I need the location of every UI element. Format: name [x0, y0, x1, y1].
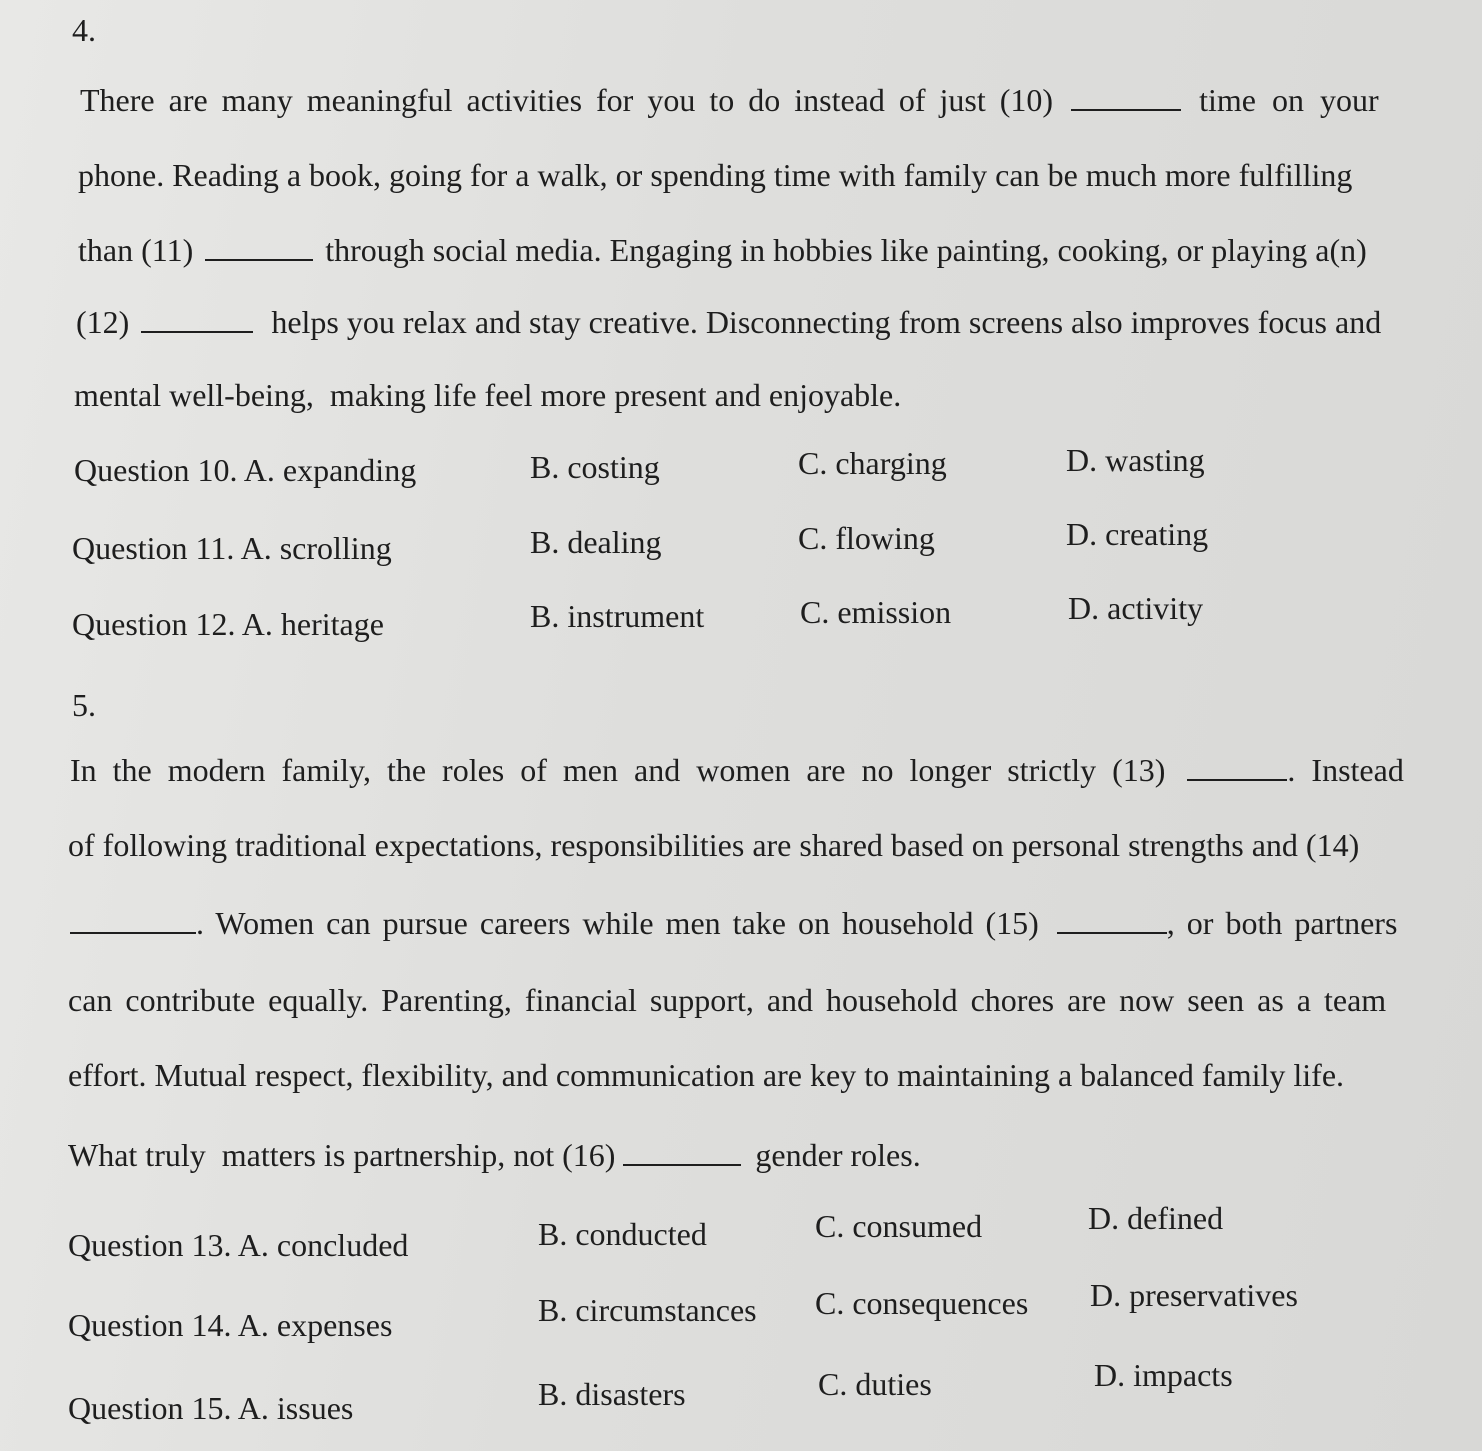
passage-text: helps you relax and stay creative. Disconnecting from screens also improves focus and [271, 304, 1382, 340]
option-b[interactable]: B. circumstances [538, 1292, 757, 1328]
passage-4-line-1 [80, 80, 1405, 120]
passage-text: time on your [1199, 82, 1379, 118]
blank-16[interactable] [623, 1142, 741, 1166]
blank-10[interactable] [1071, 87, 1181, 111]
option-c[interactable]: C. flowing [798, 520, 935, 556]
passage-4-line-4 [76, 302, 1381, 342]
question-12-label [72, 604, 384, 644]
option-a[interactable]: A. scrolling [240, 530, 392, 566]
passage-5-line-3 [70, 903, 1435, 943]
option-b[interactable]: B. instrument [530, 598, 705, 634]
option-a[interactable]: A. concluded [237, 1227, 409, 1263]
option-d[interactable]: D. impacts [1094, 1357, 1233, 1393]
question-label: Question 15. [68, 1390, 232, 1426]
question-label: Question 11. [72, 530, 235, 566]
option-b[interactable]: B. conducted [538, 1216, 707, 1252]
option-b[interactable]: B. costing [530, 449, 660, 485]
passage-text: of following traditional expectations, responsibilities are shared based on personal strengths and (14) [68, 827, 1360, 863]
option-a[interactable]: A. expanding [243, 452, 417, 488]
passage-text: than (11) [78, 232, 194, 268]
option-c[interactable]: C. consequences [815, 1285, 1029, 1321]
passage-5-line-6 [68, 1135, 921, 1175]
passage-4-line-5 [74, 375, 901, 415]
passage-text: What truly matters is partnership, not (16) [68, 1137, 616, 1173]
passage-text: can contribute equally. Parenting, financial support, and household chores are now seen as a team [68, 982, 1387, 1018]
passage-text: mental well-being, making life feel more present and enjoyable. [74, 377, 902, 413]
option-b[interactable]: B. disasters [538, 1376, 686, 1412]
section-5-number: 5. [72, 687, 96, 723]
option-c[interactable]: C. emission [800, 594, 952, 630]
passage-5-line-5 [68, 1055, 1344, 1095]
question-15-label [68, 1388, 353, 1428]
section-4-number: 4. [72, 12, 96, 48]
passage-text: . Instead [1287, 752, 1404, 788]
passage-text: In the modern family, the roles of men and women are no longer strictly (13) [70, 752, 1166, 788]
option-c[interactable]: C. charging [798, 445, 947, 481]
passage-text: , or both partners [1166, 905, 1398, 941]
passage-text: gender roles. [755, 1137, 921, 1173]
passage-5-line-4 [68, 980, 1386, 1020]
passage-text: effort. Mutual respect, flexibility, and communication are key to maintaining a balanced family life. [68, 1057, 1345, 1093]
blank-12[interactable] [141, 309, 253, 333]
passage-4-line-2 [78, 155, 1352, 195]
option-a[interactable]: A. issues [237, 1390, 354, 1426]
blank-15[interactable] [1057, 910, 1167, 934]
passage-text: through social media. Engaging in hobbies like painting, cooking, or playing a(n) [325, 232, 1367, 268]
passage-text: (12) [76, 304, 130, 340]
passage-4-line-3 [78, 230, 1367, 270]
option-c[interactable]: C. duties [818, 1366, 932, 1402]
passage-5-line-2 [68, 825, 1359, 865]
blank-11[interactable] [205, 237, 313, 261]
passage-text: phone. Reading a book, going for a walk, or spending time with family can be much more fulfilling [78, 157, 1353, 193]
option-c[interactable]: C. consumed [815, 1208, 983, 1244]
question-label: Question 14. [68, 1307, 232, 1343]
option-d[interactable]: D. creating [1066, 516, 1209, 552]
option-d[interactable]: D. wasting [1066, 442, 1205, 478]
passage-text: . Women can pursue careers while men take on household (15) [196, 905, 1039, 941]
passage-text: There are many meaningful activities for you to do instead of just (10) [80, 82, 1054, 118]
question-10-label [74, 450, 416, 490]
question-11-label [72, 528, 392, 568]
option-d[interactable]: D. activity [1068, 590, 1204, 626]
passage-5-line-1 [70, 750, 1430, 790]
option-d[interactable]: D. preservatives [1090, 1277, 1298, 1313]
option-a[interactable]: A. heritage [241, 606, 384, 642]
blank-14[interactable] [70, 910, 196, 934]
question-label: Question 13. [68, 1227, 232, 1263]
question-label: Question 10. [74, 452, 238, 488]
blank-13[interactable] [1187, 757, 1287, 781]
option-a[interactable]: A. expenses [237, 1307, 393, 1343]
question-13-label [68, 1225, 408, 1265]
question-14-label [68, 1305, 392, 1345]
option-b[interactable]: B. dealing [530, 524, 662, 560]
option-d[interactable]: D. defined [1088, 1200, 1224, 1236]
question-label: Question 12. [72, 606, 236, 642]
